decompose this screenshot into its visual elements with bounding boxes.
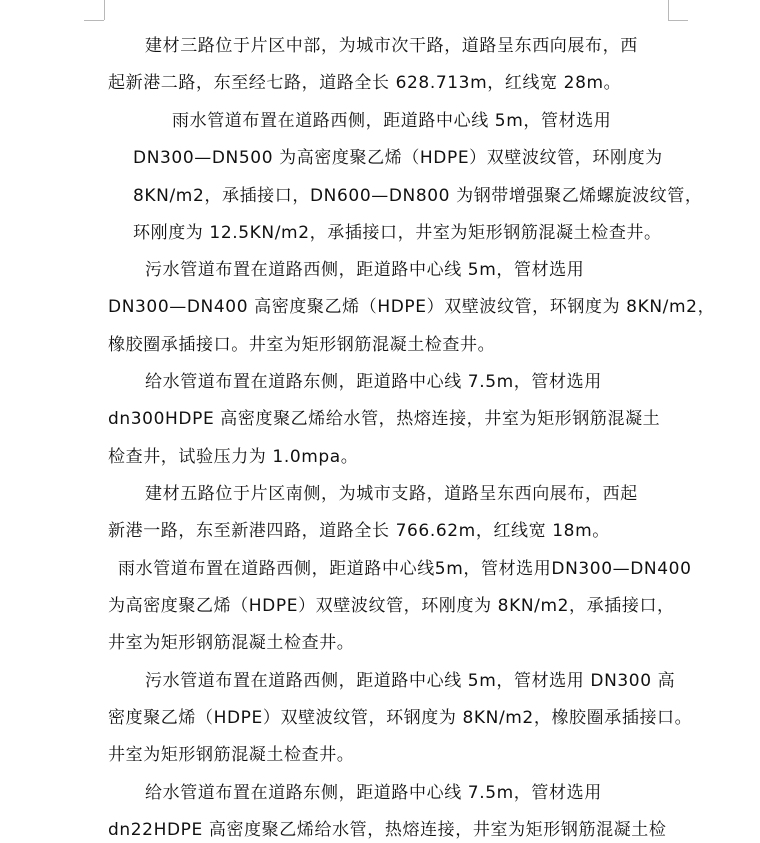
text-line: DN300—DN500 为高密度聚乙烯（HDPE）双壁波纹管，环刚度为 — [133, 148, 663, 168]
crop-mark-top-left — [104, 0, 105, 20]
text-line: 检查井，试验压力为 1.0mpa。 — [108, 447, 359, 467]
text-line: dn22HDPE 高密度聚乙烯给水管，热熔连接，井室为矩形钢筋混凝土检 — [108, 820, 667, 840]
text-line: 井室为矩形钢筋混凝土检查井。 — [108, 633, 355, 653]
text-line: 给水管道布置在道路东侧，距道路中心线 7.5m，管材选用 — [145, 783, 602, 803]
text-line: 雨水管道布置在道路西侧，距道路中心线 5m，管材选用 — [172, 111, 612, 131]
text-line: 污水管道布置在道路西侧，距道路中心线 5m，管材选用 DN300 高 — [145, 671, 676, 691]
text-line: 污水管道布置在道路西侧，距道路中心线 5m，管材选用 — [145, 260, 585, 280]
text-line: 8KN/m2，承插接口，DN600—DN800 为钢带增强聚乙烯螺旋波纹管， — [133, 186, 703, 206]
text-line: 新港一路，东至新港四路，道路全长 766.62m，红线宽 18m。 — [108, 521, 610, 541]
text-line: 井室为矩形钢筋混凝土检查井。 — [108, 745, 355, 765]
text-line: 建材五路位于片区南侧，为城市支路，道路呈东西向展布，西起 — [145, 484, 638, 504]
text-line: 起新港二路，东至经七路，道路全长 628.713m，红线宽 28m。 — [108, 73, 622, 93]
text-line: 密度聚乙烯（HDPE）双壁波纹管，环钢度为 8KN/m2，橡胶圈承插接口。 — [108, 708, 693, 728]
text-line: 橡胶圈承插接口。井室为矩形钢筋混凝土检查井。 — [108, 335, 496, 355]
text-line: DN300—DN400 高密度聚乙烯（HDPE）双壁波纹管，环钢度为 8KN/m2， — [108, 297, 716, 317]
text-line: 雨水管道布置在道路西侧，距道路中心线5m，管材选用DN300—DN400 — [118, 559, 692, 579]
text-line: 环刚度为 12.5KN/m2，承插接口，井室为矩形钢筋混凝土检查井。 — [133, 223, 662, 243]
crop-mark-top-left-horizontal — [84, 20, 104, 21]
text-line: 建材三路位于片区中部，为城市次干路，道路呈东西向展布，西 — [145, 36, 638, 56]
text-line: 为高密度聚乙烯（HDPE）双壁波纹管，环刚度为 8KN/m2，承插接口， — [108, 596, 675, 616]
crop-mark-top-right-horizontal — [668, 20, 688, 21]
crop-mark-top-right — [668, 0, 669, 20]
text-line: 给水管道布置在道路东侧，距道路中心线 7.5m，管材选用 — [145, 372, 602, 392]
text-line: dn300HDPE 高密度聚乙烯给水管，热熔连接，井室为矩形钢筋混凝土 — [108, 409, 661, 429]
